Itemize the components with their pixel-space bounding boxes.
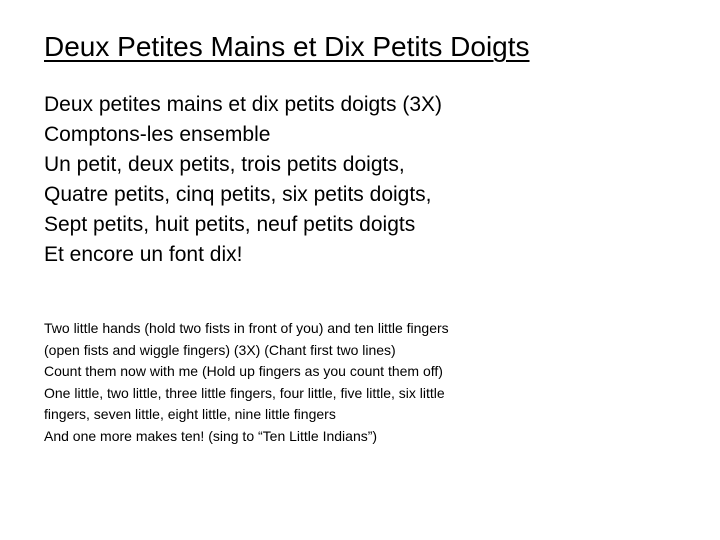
french-line: Sept petits, huit petits, neuf petits doigts [44,213,416,236]
french-line: Et encore un font dix! [44,243,243,266]
french-line: Quatre petits, cinq petits, six petits doigts, [44,183,432,206]
english-line: Two little hands (hold two fists in front of you) and ten little fingers [44,320,449,336]
english-line: (open fists and wiggle fingers) (3X) (Chant first two lines) [44,341,396,358]
french-line: Comptons-les ensemble [44,123,271,146]
french-line: Deux petites mains et dix petits doigts (3X) [44,93,443,116]
english-line: fingers, seven little, eight little, nine little fingers [44,406,336,422]
slide-title: Deux Petites Mains et Dix Petits Doigts [44,31,530,62]
english-line: And one more makes ten! (sing to “Ten Little Indians”) [44,427,378,444]
english-line: One little, two little, three little fingers, four little, five little, six little [44,384,445,401]
english-translation [44,318,604,447]
english-line: Count them now with me (Hold up fingers as you count them off) [44,363,443,379]
french-line: Un petit, deux petits, trois petits doigts, [44,153,405,176]
french-lyrics [44,90,442,270]
